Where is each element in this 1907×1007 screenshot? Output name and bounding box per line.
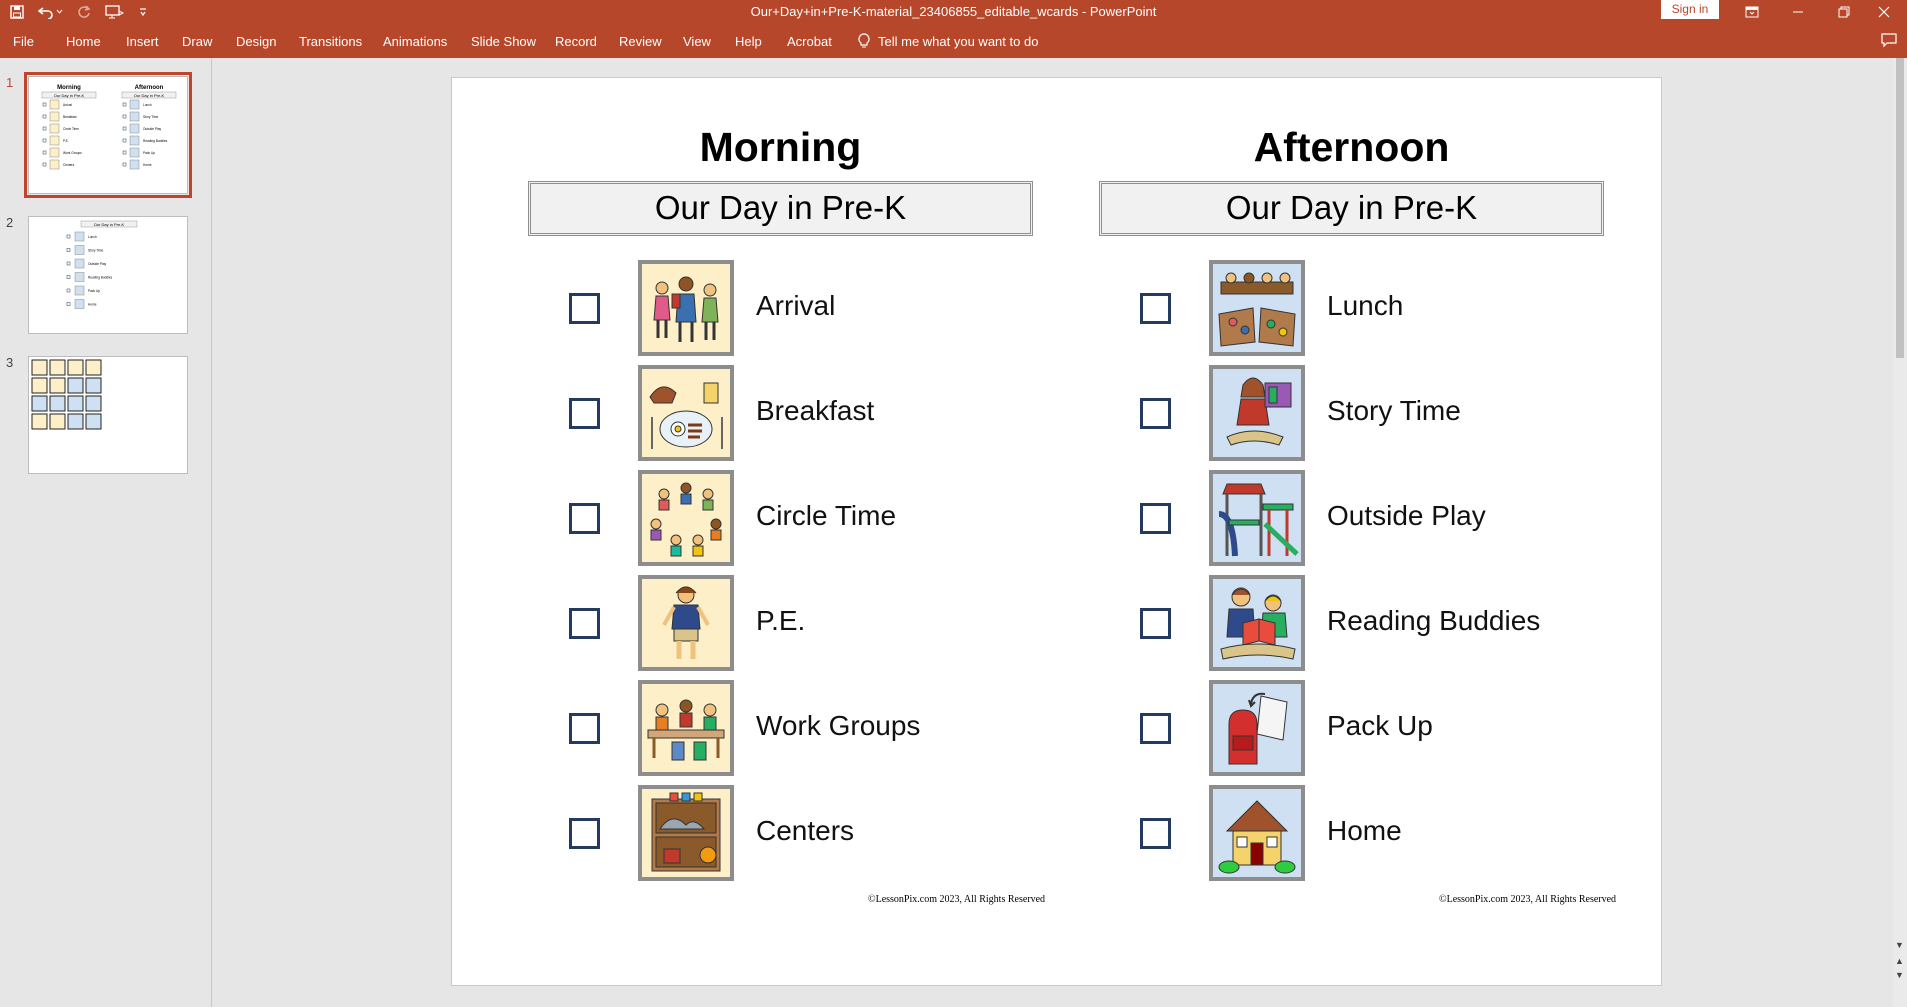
checkbox[interactable] bbox=[1140, 818, 1171, 849]
afternoon-banner: Our Day in Pre-K bbox=[1099, 181, 1604, 236]
thumb1-right-checkbox bbox=[123, 103, 126, 106]
slide-thumbnail-3[interactable] bbox=[28, 356, 188, 474]
thumb2-picture bbox=[75, 286, 84, 295]
thumb2-banner: Our Day in Pre-K bbox=[93, 222, 125, 227]
item-label: Centers bbox=[756, 815, 855, 846]
tab-home[interactable]: Home bbox=[66, 34, 101, 49]
thumb2-checkbox bbox=[67, 249, 70, 252]
morning-row bbox=[452, 365, 972, 461]
slide-canvas[interactable] bbox=[451, 77, 1662, 986]
lunch-picture bbox=[1209, 260, 1305, 356]
afternoon-row bbox=[1023, 680, 1543, 776]
work-groups-picture bbox=[638, 680, 734, 776]
checkbox[interactable] bbox=[1140, 713, 1171, 744]
thumb1-right-banner: Our Day in Pre-K bbox=[133, 93, 165, 98]
checkbox[interactable] bbox=[569, 503, 600, 534]
tab-review[interactable]: Review bbox=[619, 34, 662, 49]
checkbox[interactable] bbox=[569, 818, 600, 849]
item-label: Breakfast bbox=[756, 395, 875, 426]
slide-1-preview bbox=[29, 77, 188, 194]
morning-row bbox=[452, 680, 972, 776]
slide-number-2: 2 bbox=[6, 215, 14, 230]
thumb1-left-picture bbox=[50, 112, 59, 121]
thumb1-right-checkbox bbox=[123, 139, 126, 142]
thumb1-left-label: Circle Time bbox=[63, 127, 79, 131]
thumb3-card bbox=[32, 378, 47, 393]
item-label: Home bbox=[1327, 815, 1402, 846]
pe-picture bbox=[638, 575, 734, 671]
thumb1-right-picture bbox=[130, 112, 139, 121]
thumb2-label: Reading Buddies bbox=[88, 275, 113, 280]
thumb2-checkbox bbox=[67, 289, 70, 292]
checkbox[interactable] bbox=[1140, 503, 1171, 534]
thumb1-right-title: Afternoon bbox=[134, 85, 164, 91]
checkbox[interactable] bbox=[569, 398, 600, 429]
title-bar bbox=[0, 0, 1907, 24]
checkbox[interactable] bbox=[1140, 608, 1171, 639]
thumb2-checkbox bbox=[67, 235, 70, 238]
tab-file[interactable]: File bbox=[13, 34, 34, 49]
thumb3-card bbox=[32, 360, 47, 375]
thumb1-left-label: P.E. bbox=[63, 139, 69, 143]
thumb3-card bbox=[50, 360, 65, 375]
previous-slide-icon[interactable]: ▲ bbox=[1895, 956, 1904, 966]
thumb1-left-picture bbox=[50, 124, 59, 133]
thumb2-label: Outside Play bbox=[88, 262, 107, 266]
thumb2-checkbox bbox=[67, 276, 70, 279]
thumb1-right-checkbox bbox=[123, 151, 126, 154]
afternoon-row bbox=[1023, 365, 1543, 461]
thumb3-card bbox=[50, 378, 65, 393]
afternoon-row bbox=[1023, 470, 1543, 566]
afternoon-row bbox=[1023, 260, 1543, 356]
minimize-icon[interactable] bbox=[1775, 0, 1821, 24]
tab-help[interactable]: Help bbox=[735, 34, 762, 49]
circle-time-picture bbox=[638, 470, 734, 566]
thumb1-right-label: Reading Buddies bbox=[143, 139, 168, 143]
thumb1-left-checkbox bbox=[43, 163, 46, 166]
morning-row bbox=[452, 470, 972, 566]
scrollbar-thumb[interactable] bbox=[1896, 58, 1904, 358]
home-picture bbox=[1209, 785, 1305, 881]
thumb2-picture bbox=[75, 300, 84, 309]
thumb3-card bbox=[68, 378, 83, 393]
reading-buddies-picture bbox=[1209, 575, 1305, 671]
lightbulb-icon bbox=[858, 33, 870, 49]
tab-draw[interactable]: Draw bbox=[182, 34, 213, 49]
pack-up-picture bbox=[1209, 680, 1305, 776]
morning-column bbox=[452, 78, 1046, 987]
thumb2-picture bbox=[75, 246, 84, 255]
thumb1-left-label: Work Groups bbox=[63, 151, 82, 155]
thumb3-card bbox=[50, 396, 65, 411]
next-slide-icon[interactable]: ▼ bbox=[1895, 970, 1904, 980]
morning-row bbox=[452, 260, 972, 356]
checkbox[interactable] bbox=[1140, 398, 1171, 429]
item-label: Outside Play bbox=[1327, 500, 1486, 531]
present-from-beginning-icon[interactable] bbox=[105, 5, 125, 19]
thumb1-left-label: Arrival bbox=[63, 103, 73, 107]
thumb2-label: Story Time bbox=[88, 248, 104, 253]
slide-2-preview bbox=[29, 217, 188, 334]
checkbox[interactable] bbox=[569, 293, 600, 324]
thumb1-left-checkbox bbox=[43, 115, 46, 118]
comments-icon[interactable] bbox=[1881, 33, 1897, 51]
tab-acrobat[interactable]: Acrobat bbox=[787, 34, 832, 49]
morning-row bbox=[452, 575, 972, 671]
thumb2-checkbox bbox=[67, 262, 70, 265]
ribbon-tabs bbox=[0, 24, 1907, 58]
item-label: P.E. bbox=[756, 605, 806, 636]
thumb1-left-checkbox bbox=[43, 151, 46, 154]
customize-toolbar-icon[interactable] bbox=[139, 7, 147, 17]
afternoon-column bbox=[1023, 78, 1617, 987]
morning-title: Morning bbox=[699, 124, 862, 170]
thumb1-right-label: Pack Up bbox=[143, 151, 156, 155]
thumb1-right-picture bbox=[130, 160, 139, 169]
outside-play-picture bbox=[1209, 470, 1305, 566]
thumb1-left-picture bbox=[50, 100, 59, 109]
tab-insert[interactable]: Insert bbox=[126, 34, 159, 49]
thumb3-card bbox=[50, 414, 65, 429]
quick-access-toolbar bbox=[10, 0, 147, 24]
thumb1-left-picture bbox=[50, 136, 59, 145]
slide-3-preview bbox=[29, 357, 188, 474]
breakfast-picture bbox=[638, 365, 734, 461]
thumb3-card bbox=[32, 414, 47, 429]
thumb3-card bbox=[86, 360, 101, 375]
thumb1-left-label: Centers bbox=[63, 163, 75, 167]
thumb1-left-label: Breakfast bbox=[63, 115, 77, 119]
thumb1-right-label: Home bbox=[143, 163, 152, 167]
tab-record[interactable]: Record bbox=[555, 34, 597, 49]
checkbox[interactable] bbox=[569, 713, 600, 744]
thumb1-right-picture bbox=[130, 100, 139, 109]
close-icon[interactable] bbox=[1861, 0, 1907, 24]
item-label: Circle Time bbox=[756, 500, 897, 531]
thumb1-left-picture bbox=[50, 160, 59, 169]
item-label: Reading Buddies bbox=[1327, 605, 1541, 636]
checkbox[interactable] bbox=[569, 608, 600, 639]
thumb1-right-checkbox bbox=[123, 163, 126, 166]
item-label: Pack Up bbox=[1327, 710, 1433, 741]
thumb1-right-label: Lunch bbox=[143, 103, 152, 107]
document-title: Our+Day+in+Pre-K-material_23406855_editable_wcards - PowerPoint bbox=[750, 4, 1157, 19]
thumb1-left-title: Morning bbox=[57, 85, 81, 91]
thumb1-right-checkbox bbox=[123, 115, 126, 118]
scroll-down-icon[interactable]: ▼ bbox=[1895, 940, 1904, 950]
thumb3-card bbox=[68, 360, 83, 375]
tab-slide-show[interactable]: Slide Show bbox=[471, 34, 537, 49]
morning-banner: Our Day in Pre-K bbox=[528, 181, 1033, 236]
checkbox[interactable] bbox=[1140, 293, 1171, 324]
redo-icon[interactable] bbox=[77, 5, 91, 19]
thumb1-left-checkbox bbox=[43, 127, 46, 130]
undo-icon[interactable] bbox=[38, 5, 63, 19]
tell-me-label: Tell me what you want to do bbox=[878, 33, 1039, 49]
slide-thumbnail-2[interactable] bbox=[28, 216, 188, 334]
thumb3-card bbox=[32, 396, 47, 411]
thumb1-right-picture bbox=[130, 148, 139, 157]
afternoon-title: Afternoon bbox=[1253, 124, 1450, 170]
thumb1-right-checkbox bbox=[123, 127, 126, 130]
thumb3-card bbox=[86, 378, 101, 393]
thumb3-card bbox=[68, 414, 83, 429]
centers-picture bbox=[638, 785, 734, 881]
slide-number-3: 3 bbox=[6, 355, 14, 370]
morning-copyright: ©LessonPix.com 2023, All Rights Reserved bbox=[868, 894, 1046, 905]
thumb3-card bbox=[86, 396, 101, 411]
ribbon-display-options-icon[interactable] bbox=[1729, 0, 1775, 24]
slide-thumbnail-pane bbox=[0, 58, 212, 1007]
slide-number-1: 1 bbox=[6, 75, 14, 90]
item-label: Story Time bbox=[1327, 395, 1461, 426]
item-label: Lunch bbox=[1327, 290, 1404, 321]
tab-design[interactable]: Design bbox=[236, 34, 277, 49]
item-label: Arrival bbox=[756, 290, 836, 321]
thumb3-card bbox=[68, 396, 83, 411]
item-label: Work Groups bbox=[756, 710, 921, 741]
thumb1-right-label: Outside Play bbox=[143, 127, 162, 131]
thumb1-left-checkbox bbox=[43, 103, 46, 106]
thumb2-label: Home bbox=[88, 302, 97, 307]
slide-thumbnail-1[interactable] bbox=[28, 76, 188, 194]
afternoon-row bbox=[1023, 785, 1543, 881]
thumb1-left-checkbox bbox=[43, 139, 46, 142]
thumb2-picture bbox=[75, 259, 84, 268]
sign-in-button[interactable]: Sign in bbox=[1661, 0, 1719, 19]
thumb2-picture bbox=[75, 232, 84, 241]
thumb1-right-label: Story Time bbox=[143, 115, 159, 119]
thumb1-left-picture bbox=[50, 148, 59, 157]
tab-transitions[interactable]: Transitions bbox=[299, 34, 363, 49]
tell-me-search[interactable] bbox=[858, 33, 1038, 49]
story-time-picture bbox=[1209, 365, 1305, 461]
thumb3-card bbox=[86, 414, 101, 429]
save-icon[interactable] bbox=[10, 5, 24, 19]
tab-animations[interactable]: Animations bbox=[383, 34, 448, 49]
thumb2-label: Pack Up bbox=[88, 289, 101, 293]
thumb2-checkbox bbox=[67, 303, 70, 306]
thumb1-right-picture bbox=[130, 124, 139, 133]
thumb1-right-picture bbox=[130, 136, 139, 145]
afternoon-row bbox=[1023, 575, 1543, 671]
thumb2-label: Lunch bbox=[88, 235, 97, 239]
morning-row bbox=[452, 785, 972, 881]
vertical-scrollbar[interactable] bbox=[1893, 58, 1907, 1007]
thumb2-picture bbox=[75, 273, 84, 282]
afternoon-copyright: ©LessonPix.com 2023, All Rights Reserved bbox=[1439, 894, 1617, 905]
arrival-picture bbox=[638, 260, 734, 356]
tab-view[interactable]: View bbox=[683, 34, 711, 49]
thumb1-left-banner: Our Day in Pre-K bbox=[53, 93, 85, 98]
